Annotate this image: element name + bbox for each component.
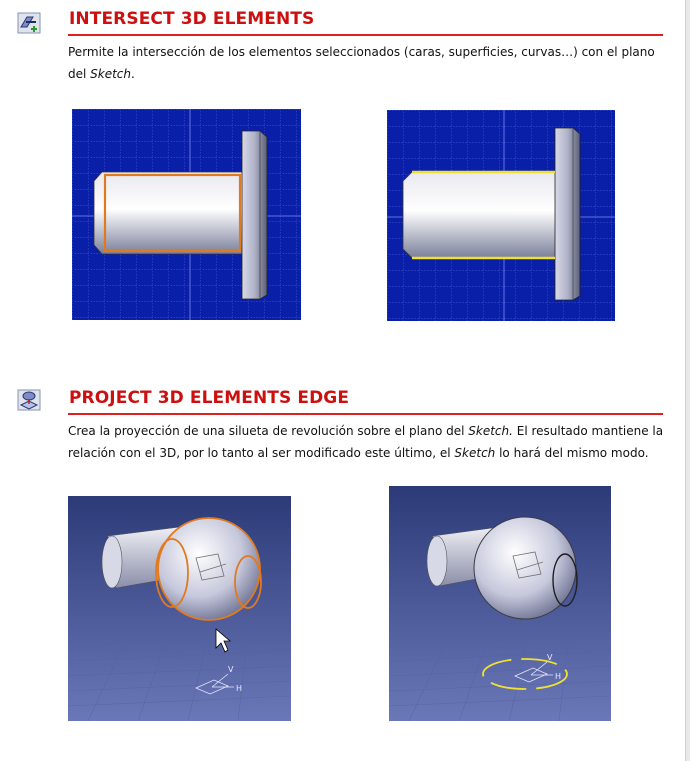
description-text: El resultado mantiene la relación con el 3D, por lo tanto al ser modificado este último, el [68, 424, 664, 460]
project-edge-before-image [68, 496, 291, 721]
axis-label-v: V [228, 665, 234, 674]
section-description [68, 41, 668, 85]
section-heading [68, 388, 663, 415]
axis-label-h: H [236, 684, 243, 693]
intersect-before-image [72, 109, 301, 320]
project-edge-after-image [389, 486, 611, 721]
description-italic: Sketch [454, 446, 496, 460]
description-text: Crea la proyección de una silueta de revolución sobre el plano del [68, 424, 469, 438]
axis-label-h: H [555, 672, 562, 681]
description-text: . [131, 67, 135, 81]
project-3d-silhouette-edges-icon [17, 389, 41, 411]
axis-label-v: V [547, 653, 553, 662]
section-title: PROJECT 3D ELEMENTS EDGE [69, 388, 350, 408]
section-description [68, 420, 668, 464]
section-heading [68, 9, 663, 36]
intersect-after-image [387, 110, 615, 321]
section-title: INTERSECT 3D ELEMENTS [69, 9, 315, 29]
description-italic: Sketch. [468, 424, 513, 438]
description-italic: Sketch [90, 67, 132, 81]
description-text: Permite la intersección de los elementos seleccionados (caras, superficies, curvas…) con el plano del [68, 45, 655, 81]
description-text: lo hará del mismo modo. [495, 446, 649, 460]
intersect-3d-elements-icon [17, 12, 41, 34]
